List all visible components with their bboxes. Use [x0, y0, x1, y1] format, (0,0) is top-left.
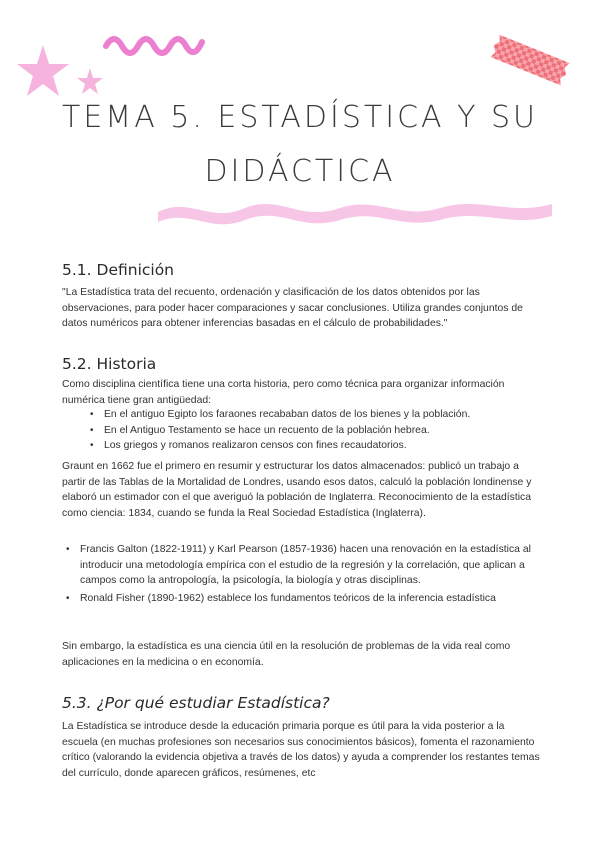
list-item: • Ronald Fisher (1890-1962) establece los fundamentos teóricos de la inferencia estadística	[80, 591, 540, 607]
washi-tape-decoration	[480, 30, 580, 90]
section-heading-history: 5.2. Historia	[62, 355, 157, 373]
list-item: • Los griegos y romanos realizaron censos con fines recaudatorios.	[104, 438, 544, 454]
brush-stroke-decoration	[150, 186, 560, 230]
graunt-paragraph: Graunt en 1662 fue el primero en resumir y estructurar los datos almacenados: publicó un trabajo a partir de las Tablas de la Mortalidad de Londres, usando esos datos, calculó la población londinense y elaboró un estimador con el que averiguó la población de Inglaterra. Reconocimiento de la estadística como ciencia: 1834, cuando se funda la Real Sociedad Estadística (Inglaterra).	[62, 461, 532, 519]
statisticians-bullet-list	[80, 542, 540, 606]
section-heading-definition: 5.1. Definición	[62, 261, 175, 279]
history-closing: Sin embargo, la estadística es una ciencia útil en la resolución de problemas de la vida real como aplicaciones en la medicina o en economía.	[62, 641, 511, 668]
why-study-text: La Estadística se introduce desde la educación primaria porque es útil para la vida posterior a la escuela (en muchas profesiones son necesarios sus conocimientos básicos), fomenta el razonamiento crítico (valorando la evidencia objetiva a través de los datos) y ayuda a comprender los restantes temas del currículo, donde aparecen gráficos, resúmenes, etc	[62, 721, 540, 779]
page-title-line1: TEMA 5. ESTADÍSTICA Y SU	[62, 100, 538, 135]
history-bullet-list	[104, 407, 544, 454]
definition-text: "La Estadística trata del recuento, ordenación y clasificación de los datos obtenidos por las observaciones, para poder hacer comparaciones y sacar conclusiones. Utiliza grandes conjuntos de datos numéricos para obtener inferencias basadas en el cálculo de probabilidades."	[62, 287, 523, 329]
list-item: • Francis Galton (1822-1911) y Karl Pearson (1857-1936) hacen una renovación en la estadística al introducir una metodología empírica con el estudio de la regresión y la correlación, que aplican a campos como la antropología, la psicología, la biología y otras disciplinas.	[80, 542, 540, 589]
page-title-line2: DIDÁCTICA	[204, 154, 396, 189]
list-item: • En el Antiguo Testamento se hace un recuento de la población hebrea.	[104, 423, 544, 439]
squiggle-decoration	[100, 28, 210, 56]
section-heading-why-study: 5.3. ¿Por qué estudiar Estadística?	[62, 694, 330, 712]
history-intro: Como disciplina científica tiene una corta historia, pero como técnica para organizar información numérica tiene gran antigüedad:	[62, 379, 505, 406]
list-item: • En el antiguo Egipto los faraones recababan datos de los bienes y la población.	[104, 407, 544, 423]
